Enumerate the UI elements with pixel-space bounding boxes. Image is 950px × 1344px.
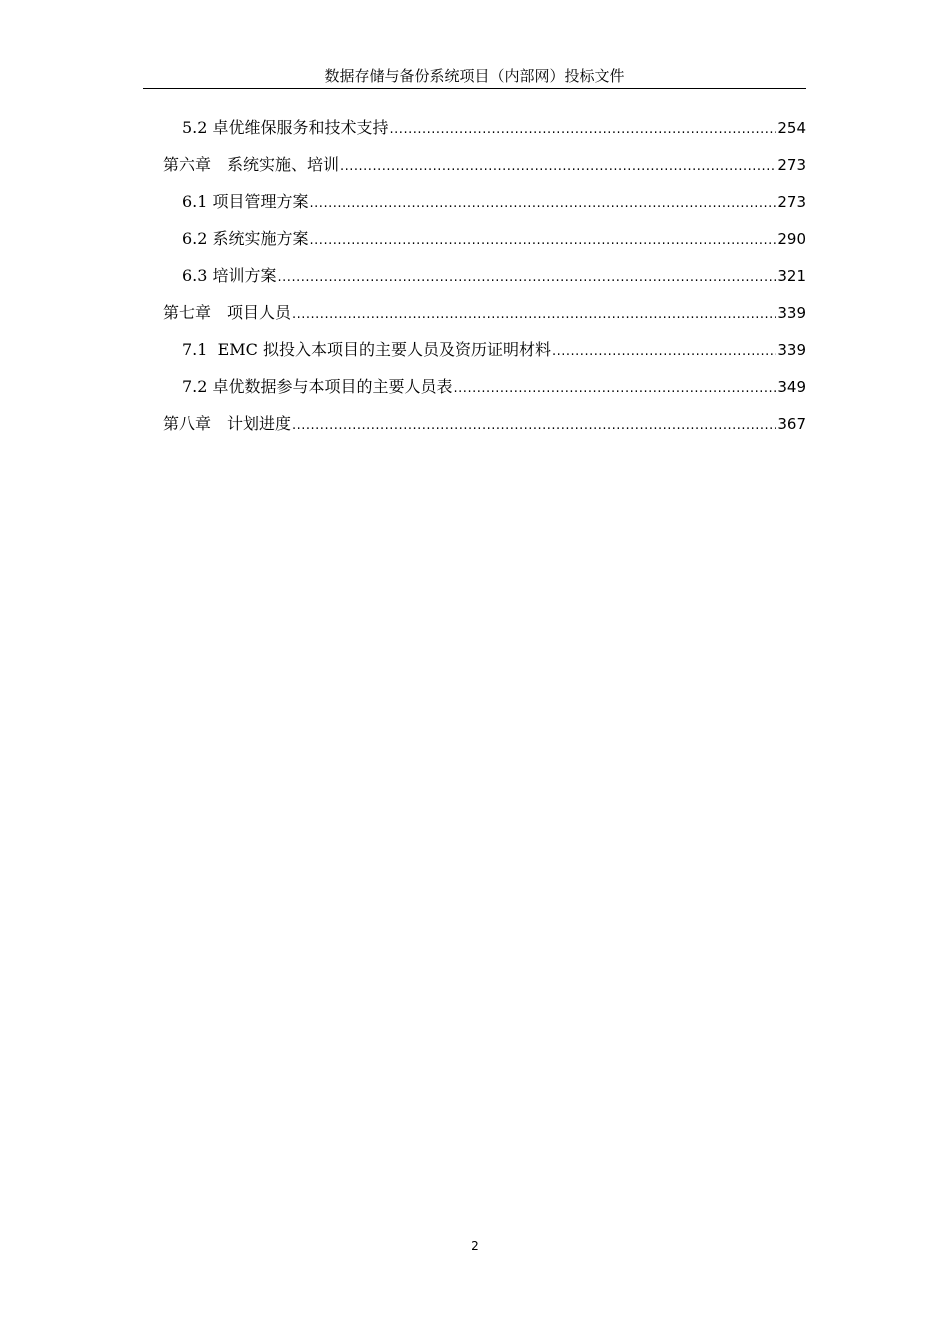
toc-entry-title: 5.2 卓优维保服务和技术支持	[182, 118, 389, 137]
toc-entry-title: 6.2 系统实施方案	[182, 229, 309, 248]
toc-dot-leader	[552, 339, 776, 365]
toc-entry-title: 第八章 计划进度	[163, 414, 292, 433]
table-of-contents	[163, 115, 806, 448]
toc-entry-page: 349	[777, 378, 806, 396]
toc-entry-page: 339	[777, 341, 806, 359]
toc-entry-page: 339	[777, 304, 806, 322]
toc-entry-6-1[interactable]	[163, 189, 806, 226]
toc-entry-page: 273	[777, 193, 806, 211]
toc-dot-leader	[310, 191, 777, 217]
toc-entry-chapter-6[interactable]	[163, 152, 806, 189]
toc-entry-title: 7.1 EMC 拟投入本项目的主要人员及资历证明材料	[182, 340, 552, 359]
page-header: 数据存储与备份系统项目（内部网）投标文件	[143, 64, 806, 89]
toc-entry-7-1[interactable]	[163, 337, 806, 374]
toc-entry-chapter-7[interactable]	[163, 300, 806, 337]
toc-entry-title: 第七章 项目人员	[163, 303, 292, 322]
toc-dot-leader	[310, 228, 777, 254]
toc-entry-title: 6.1 项目管理方案	[182, 192, 309, 211]
toc-dot-leader	[278, 265, 777, 291]
toc-entry-title: 第六章 系统实施、培训	[163, 155, 340, 174]
toc-entry-page: 273	[777, 156, 806, 174]
toc-entry-page: 254	[777, 119, 806, 137]
toc-entry-page: 321	[777, 267, 806, 285]
toc-dot-leader	[390, 117, 777, 143]
toc-dot-leader	[292, 413, 776, 439]
toc-entry-page: 367	[777, 415, 806, 433]
toc-entry-chapter-8[interactable]	[163, 411, 806, 448]
toc-entry-page: 290	[777, 230, 806, 248]
toc-dot-leader	[340, 154, 776, 180]
toc-dot-leader	[292, 302, 776, 328]
toc-entry-6-2[interactable]	[163, 226, 806, 263]
toc-entry-title: 7.2 卓优数据参与本项目的主要人员表	[182, 377, 453, 396]
toc-dot-leader	[454, 376, 777, 402]
page-number: 2	[471, 1239, 479, 1253]
toc-entry-5-2[interactable]	[163, 115, 806, 152]
toc-entry-6-3[interactable]	[163, 263, 806, 300]
toc-entry-7-2[interactable]	[163, 374, 806, 411]
toc-entry-title: 6.3 培训方案	[182, 266, 277, 285]
